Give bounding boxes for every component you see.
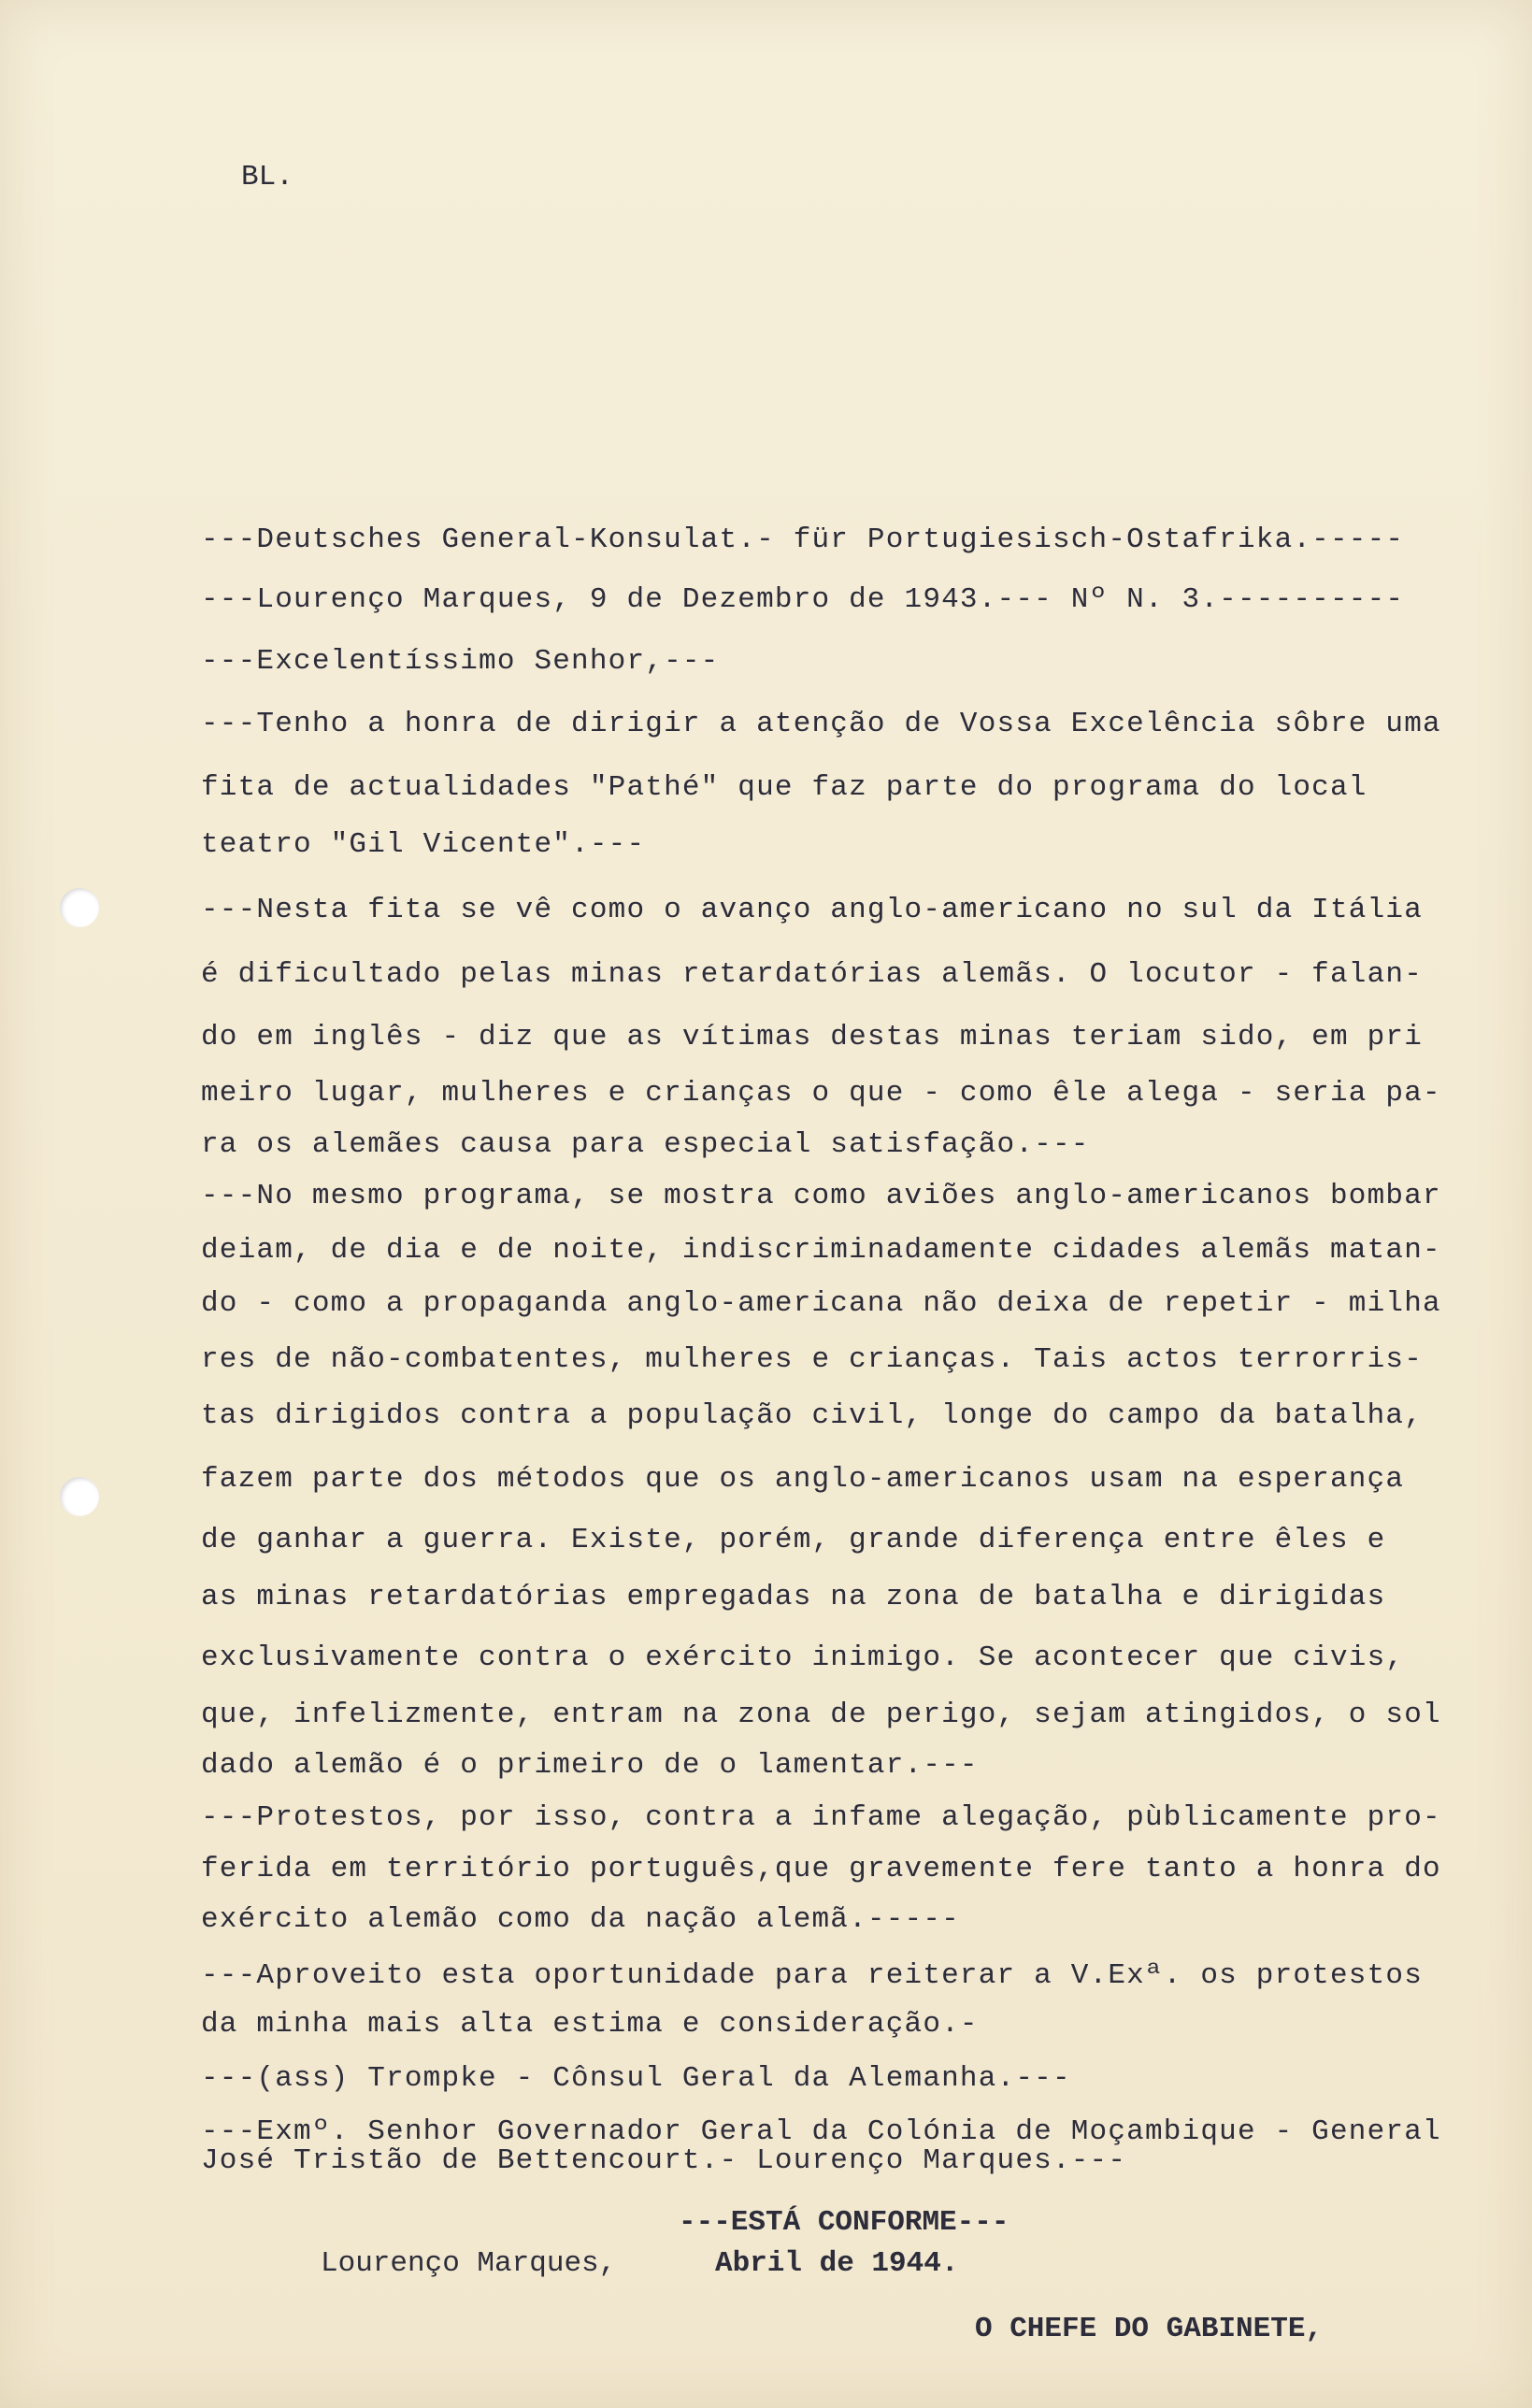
letter-line: ferida em território português,que gravemente fere tanto a honra do xyxy=(201,1853,1441,1885)
letter-line: ra os alemães causa para especial satisfação.--- xyxy=(201,1128,1090,1161)
letter-line: ---Deutsches General-Konsulat.- für Portugiesisch-Ostafrika.----- xyxy=(201,523,1405,556)
letter-line: exército alemão como da nação alemã.----- xyxy=(201,1903,960,1936)
letter-line: exclusivamente contra o exército inimigo. Se acontecer que civis, xyxy=(201,1641,1405,1674)
date: Abril de 1944. xyxy=(715,2247,959,2280)
letter-line: ---Exmº. Senhor Governador Geral da Colónia de Moçambique - General xyxy=(201,2115,1441,2148)
letter-line: de ganhar a guerra. Existe, porém, grande diferença entre êles e xyxy=(201,1524,1386,1556)
letter-line: fita de actualidades "Pathé" que faz parte do programa do local xyxy=(201,771,1367,804)
letter-line: ---Aproveito esta oportunidade para reiterar a V.Exª. os protestos xyxy=(201,1959,1423,1992)
letter-line: teatro "Gil Vicente".--- xyxy=(201,828,646,861)
letter-line: fazem parte dos métodos que os anglo-americanos usam na esperança xyxy=(201,1463,1405,1496)
conformity-stamp: ---ESTÁ CONFORME--- xyxy=(679,2206,1009,2239)
letter-line: deiam, de dia e de noite, indiscriminadamente cidades alemãs matan- xyxy=(201,1234,1441,1267)
letter-line: ---Tenho a honra de dirigir a atenção de Vossa Excelência sôbre uma xyxy=(201,708,1441,740)
letter-line: ---Protestos, por isso, contra a infame alegação, pùblicamente pro- xyxy=(201,1801,1441,1834)
letter-line: do - como a propaganda anglo-americana não deixa de repetir - milha xyxy=(201,1287,1441,1320)
letter-line: ---Excelentíssimo Senhor,--- xyxy=(201,645,720,678)
place: Lourenço Marques, xyxy=(321,2247,617,2280)
punch-hole-upper xyxy=(60,888,99,927)
letter-line: ---No mesmo programa, se mostra como aviões anglo-americanos bombar xyxy=(201,1180,1441,1212)
letter-line: res de não-combatentes, mulheres e crianças. Tais actos terrorris- xyxy=(201,1343,1423,1376)
letter-line: ---(ass) Trompke - Cônsul Geral da Alemanha.--- xyxy=(201,2062,1071,2095)
reference-code: BL. xyxy=(241,161,294,194)
letter-line: dado alemão é o primeiro de o lamentar.--- xyxy=(201,1749,979,1782)
letter-line: as minas retardatórias empregadas na zona de batalha e dirigidas xyxy=(201,1581,1386,1613)
letter-line: tas dirigidos contra a população civil, longe do campo da batalha, xyxy=(201,1399,1423,1432)
letter-line: da minha mais alta estima e consideração.- xyxy=(201,2008,979,2041)
letter-line: José Tristão de Bettencourt.- Lourenço Marques.--- xyxy=(201,2144,1127,2177)
letter-line: ---Nesta fita se vê como o avanço anglo-americano no sul da Itália xyxy=(201,894,1423,926)
letter-line: do em inglês - diz que as vítimas destas minas teriam sido, em pri xyxy=(201,1021,1423,1054)
punch-hole-lower xyxy=(60,1477,99,1516)
letter-line: é dificultado pelas minas retardatórias alemãs. O locutor - falan- xyxy=(201,958,1423,991)
letter-line: meiro lugar, mulheres e crianças o que - como êle alega - seria pa- xyxy=(201,1077,1441,1110)
letter-line: que, infelizmente, entram na zona de perigo, sejam atingidos, o sol xyxy=(201,1698,1441,1731)
letter-line: ---Lourenço Marques, 9 de Dezembro de 1943.--- Nº N. 3.---------- xyxy=(201,583,1405,616)
signatory-title: O CHEFE DO GABINETE, xyxy=(975,2313,1324,2345)
